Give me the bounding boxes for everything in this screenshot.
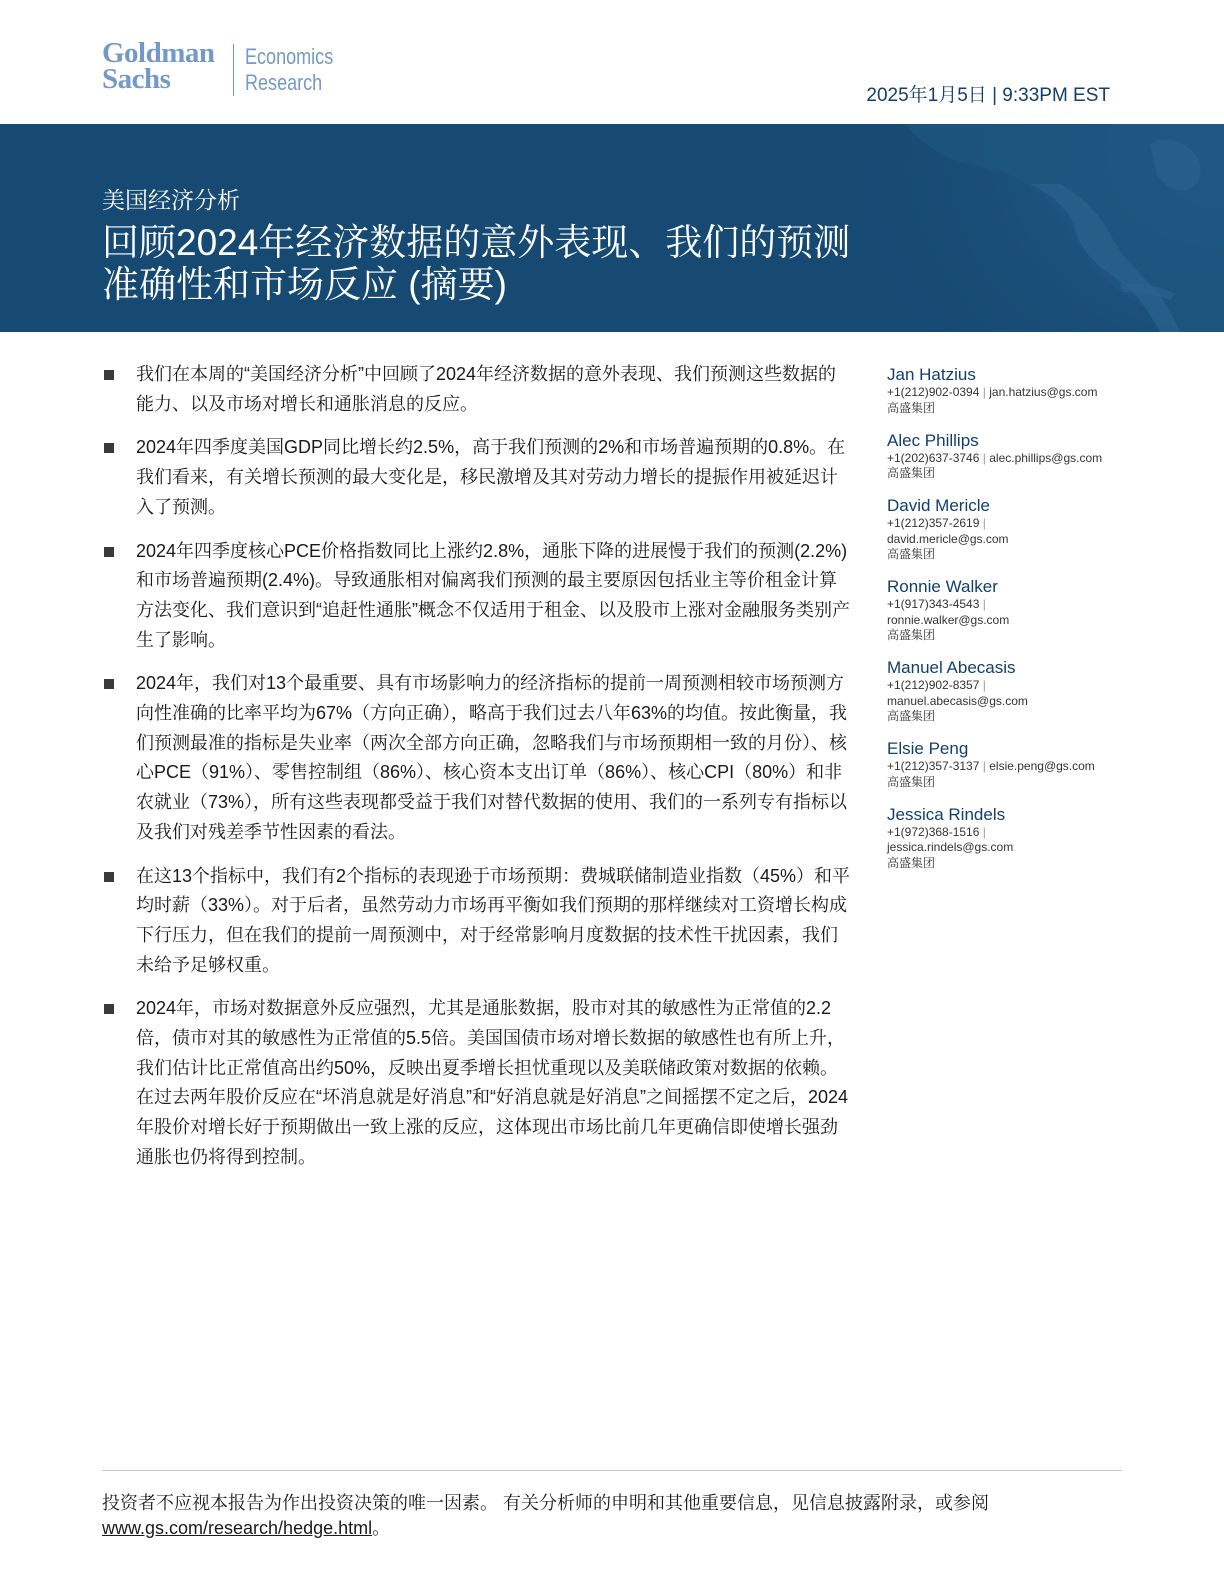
disclaimer (102, 1491, 1152, 1541)
author-name: Alec Phillips (887, 430, 979, 450)
author-card (887, 657, 1137, 724)
bullet-text: 2024年四季度美国GDP同比增长约2.5%，高于我们预测的2%和市场普遍预期的0.8%。在我们看来，有关增长预测的最大变化是，移民激增及其对劳动力增长的提振作用被延迟计入了预测。 (136, 437, 846, 517)
bullet-square-icon (104, 547, 114, 557)
logo-line-2: Sachs (102, 63, 171, 95)
bullet-square-icon (104, 872, 114, 882)
author-list (887, 364, 1137, 885)
author-firm: 高盛集团 (887, 547, 936, 561)
bullet-square-icon (104, 370, 114, 380)
disclosure-link[interactable]: www.gs.com/research/hedge.html (102, 1518, 373, 1538)
summary-bullet (102, 360, 854, 419)
author-email[interactable]: david.mericle@gs.com (887, 531, 1009, 546)
author-email[interactable]: manuel.abecasis@gs.com (887, 693, 1028, 708)
author-name: David Mericle (887, 496, 990, 515)
author-firm: 高盛集团 (887, 709, 936, 723)
author-card (887, 495, 1137, 562)
author-contact: +1(917)343-4543 | (887, 597, 986, 611)
author-firm: 高盛集团 (887, 400, 936, 415)
author-contact: +1(212)902-0394 | jan.hatzius@gs.com (887, 385, 1098, 399)
summary-bullet (102, 537, 854, 656)
logo-wordmark (102, 37, 215, 95)
report-title-line-2: 准确性和市场反应 (摘要) (102, 264, 507, 305)
summary-bullet (102, 669, 854, 847)
author-firm: 高盛集团 (887, 855, 936, 870)
logo-line-1: Goldman (102, 37, 215, 69)
author-card (887, 576, 1137, 643)
bullet-text: 在这13个指标中，我们有2个指标的表现逊于市场预期：费城联储制造业指数（45%）和平均时薪（33%）。对于后者，虽然劳动力市场再平衡如我们预期的那样继续对工资增长构成下行压力，但在我们的提前一周预测中，对于经常影响月度数据的技术性干扰因素，我们未给予足够权重。 (136, 865, 851, 975)
author-email[interactable]: jessica.rindels@gs.com (887, 840, 1014, 854)
author-card (887, 738, 1137, 790)
author-name: Manuel Abecasis (887, 658, 1016, 677)
report-title (102, 222, 1022, 306)
bullet-text: 2024年，市场对数据意外反应强烈，尤其是通胀数据，股市对其的敏感性为正常值的2.2倍，债市对其的敏感性为正常值的5.5倍。美国国债市场对增长数据的敏感性也有所上升，我们估计比正常值高出约50%，反映出夏季增长担忧重现以及美联储政策对数据的依赖。在过去两年股价反应在“坏消息就是好消息”和“好消息就是好消息”之间摇摆不定之后，2024年股价对增长好于预期做出一致上涨的反应，这体现出市场比前几年更确信即使增长强劲通胀也仍将得到控制。 (136, 998, 849, 1167)
author-email[interactable]: jan.hatzius@gs.com (989, 385, 1098, 399)
author-name: Ronnie Walker (887, 577, 998, 596)
bullet-text: 2024年四季度核心PCE价格指数同比上涨约2.8%，通胀下降的进展慢于我们的预测(2.2%)和市场普遍预期(2.4%)。导致通胀相对偏离我们预测的最主要原因包括业主等价租金计算方法变化、我们意识到“追赶性通胀”概念不仅适用于租金、以及股市上涨对金融服务类别产生了影响。 (136, 540, 850, 650)
bullet-square-icon (104, 443, 114, 453)
summary-bullet (102, 994, 854, 1172)
author-firm: 高盛集团 (887, 774, 936, 789)
bullet-square-icon (104, 679, 114, 689)
logo-unit-line-2: Research (245, 70, 323, 95)
footer-divider (102, 1470, 1122, 1471)
author-card (887, 804, 1137, 871)
author-name: Jan Hatzius (887, 365, 976, 384)
disclaimer-text: 投资者不应视本报告为作出投资决策的唯一因素。 有关分析师的申明和其他重要信息，见信息披露附录，或参阅 (102, 1493, 989, 1513)
author-phone: +1(212)902-8357 (887, 678, 980, 692)
author-email[interactable]: elsie.peng@gs.com (989, 759, 1095, 773)
logo-unit (245, 44, 333, 96)
author-email[interactable]: ronnie.walker@gs.com (887, 612, 1010, 627)
logo-divider (233, 44, 234, 96)
author-name: Jessica Rindels (887, 804, 1006, 824)
author-phone: +1(202)637-3746 (887, 450, 980, 465)
title-banner (0, 124, 1224, 332)
author-phone: +1(212)357-2619 (887, 516, 980, 530)
author-contact: +1(212)357-2619 | (887, 516, 986, 530)
author-phone: +1(972)368-1516 (887, 824, 980, 839)
author-firm: 高盛集团 (887, 466, 936, 480)
author-phone: +1(917)343-4543 (887, 597, 980, 611)
report-date: 2025年1月5日 | 9:33PM EST (866, 85, 1110, 106)
report-title-line-1: 回顾2024年经济数据的意外表现、我们的预测 (102, 222, 851, 263)
author-contact: +1(972)368-1516 | (887, 824, 986, 839)
author-card (887, 430, 1137, 482)
summary-bullet (102, 862, 854, 981)
author-phone: +1(212)357-3137 (887, 759, 980, 773)
series-kicker: 美国经济分析 (102, 187, 240, 213)
bullet-text: 2024年，我们对13个最重要、具有市场影响力的经济指标的提前一周预测相较市场预测方向性准确的比率平均为67%（方向正确），略高于我们过去八年63%的均值。按此衡量，我们预测最准的指标是失业率（两次全部方向正确，忽略我们与市场预期相一致的月份）、核心PCE（91%）、零售控制组（86%）、核心资本支出订单（86%）、核心CPI（80%）和非农就业（73%），所有这些表现都受益于我们对替代数据的使用、我们的一系列专有指标以及我们对残差季节性因素的看法。 (136, 673, 848, 842)
author-contact: +1(212)357-3137 | elsie.peng@gs.com (887, 759, 1095, 773)
summary-bullets (102, 360, 854, 1187)
bullet-square-icon (104, 1004, 114, 1014)
author-phone: +1(212)902-0394 (887, 385, 980, 399)
author-contact: +1(202)637-3746 | alec.phillips@gs.com (887, 450, 1103, 465)
bullet-text: 我们在本周的“美国经济分析”中回顾了2024年经济数据的意外表现、我们预测这些数据的能力、以及市场对增长和通胀消息的反应。 (136, 364, 837, 414)
author-name: Elsie Peng (887, 739, 969, 758)
author-firm: 高盛集团 (887, 628, 936, 642)
summary-bullet (102, 433, 854, 522)
author-email[interactable]: alec.phillips@gs.com (989, 450, 1103, 465)
author-contact: +1(212)902-8357 | (887, 678, 986, 692)
logo-unit-line-1: Economics (245, 44, 334, 69)
disclaimer-tail: 。 (372, 1518, 391, 1538)
author-card (887, 364, 1137, 416)
